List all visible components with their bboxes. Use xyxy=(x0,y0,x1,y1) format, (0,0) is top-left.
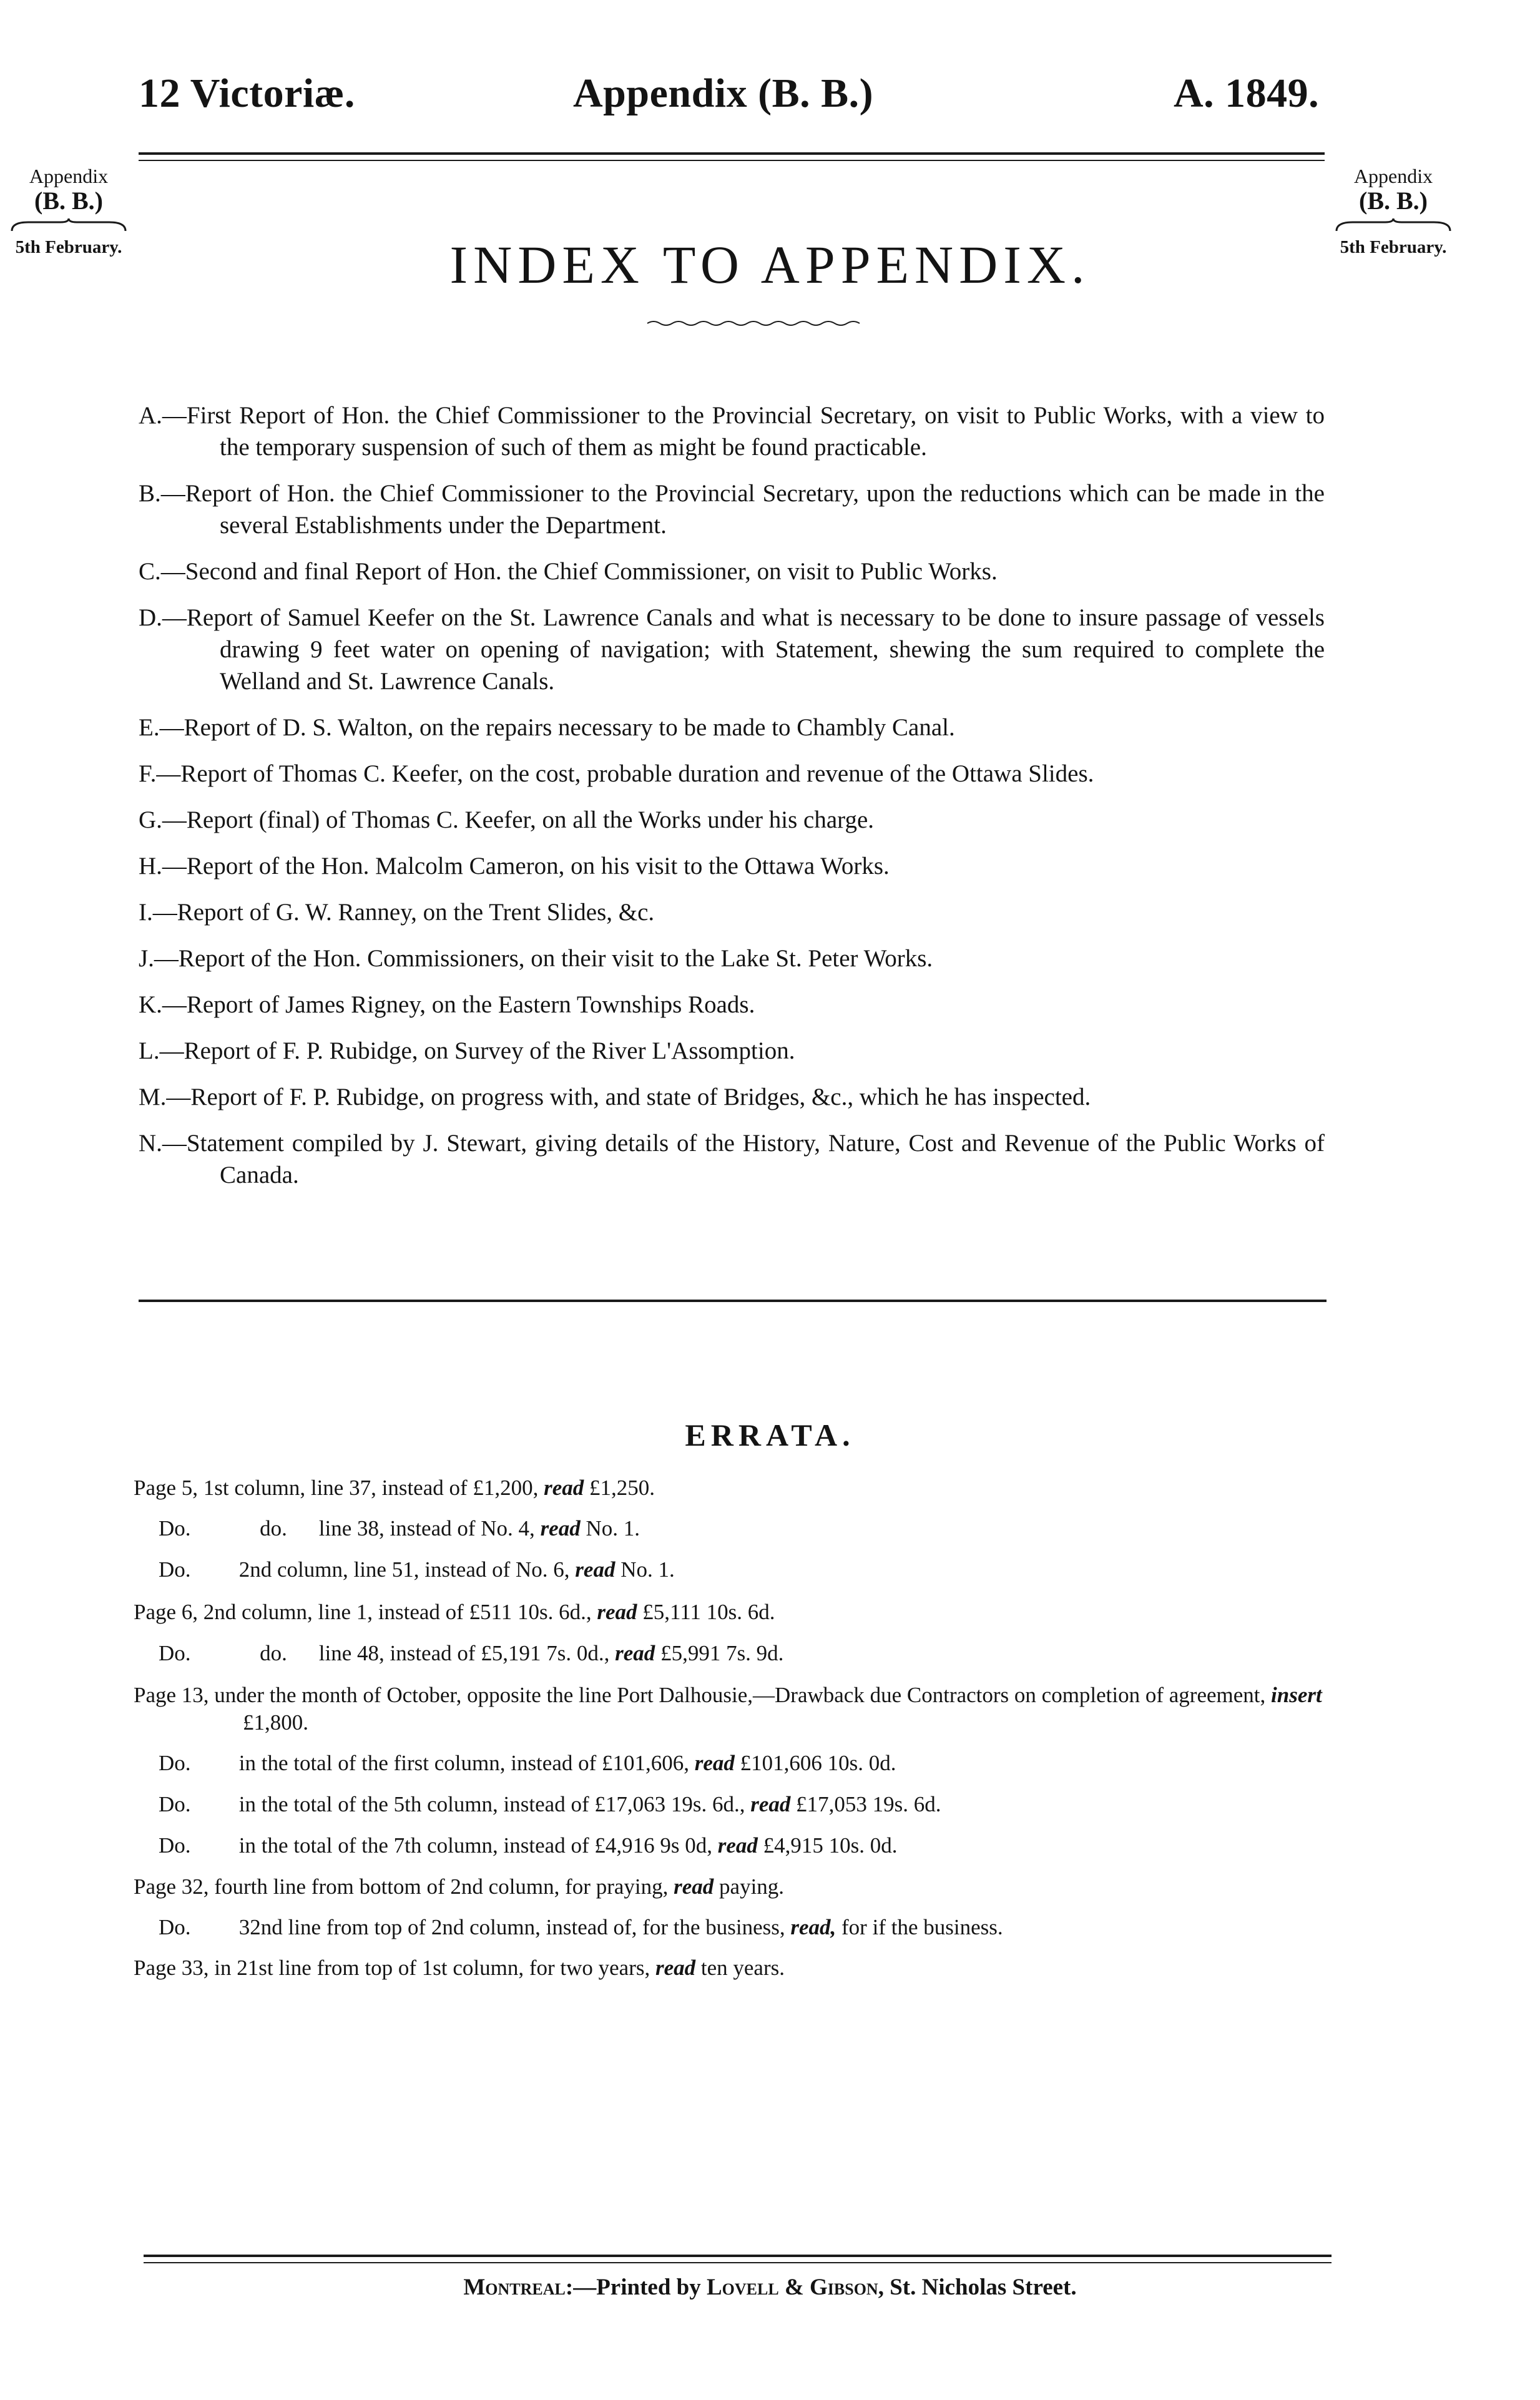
errata-line-1: Page 5, 1st column, line 37, instead of £1,200, read £1,250. xyxy=(134,1476,655,1500)
index-item-b: B.—Report of Hon. the Chief Commissioner to the Provincial Secretary, upon the reductions which can be made in the several Establishments under the Department. xyxy=(139,480,1325,539)
errata-line-3: Do. 2nd column, line 51, instead of No. 6, read No. 1. xyxy=(159,1557,675,1582)
running-head-center: Appendix (B. B.) xyxy=(573,71,874,116)
header-double-rule xyxy=(139,152,1325,161)
index-item-n: N.—Statement compiled by J. Stewart, giving details of the History, Nature, Cost and Revenue of the Public Works of Canada. xyxy=(139,1130,1325,1188)
index-item-j: J.—Report of the Hon. Commissioners, on their visit to the Lake St. Peter Works. xyxy=(139,945,933,972)
index-item-c: C.—Second and final Report of Hon. the Chief Commissioner, on visit to Public Works. xyxy=(139,558,998,585)
margin-note-left-line1: Appendix xyxy=(29,165,109,187)
section-rule xyxy=(139,1300,1327,1302)
index-item-g: G.—Report (final) of Thomas C. Keefer, on all the Works under his charge. xyxy=(139,806,874,833)
errata-line-10: Page 32, fourth line from bottom of 2nd column, for praying, read paying. xyxy=(134,1874,785,1899)
index-item-e: E.—Report of D. S. Walton, on the repairs necessary to be made to Chambly Canal. xyxy=(139,714,955,741)
printer-imprint xyxy=(0,2274,1540,2301)
imprint-text: :—Printed by xyxy=(565,2275,701,2300)
errata-line-8: Do. in the total of the 5th column, instead of £17,063 19s. 6d., read £17,053 19s. 6d. xyxy=(159,1792,941,1816)
errata-title: ERRATA. xyxy=(685,1417,855,1452)
errata-line-4: Page 6, 2nd column, line 1, instead of £511 10s. 6d., read £5,111 10s. 6d. xyxy=(134,1600,775,1624)
index-item-h: H.—Report of the Hon. Malcolm Cameron, on his visit to the Ottawa Works. xyxy=(139,853,890,879)
index-item-m: M.—Report of F. P. Rubidge, on progress with, and state of Bridges, &c., which he has inspected. xyxy=(139,1084,1091,1110)
index-title: INDEX TO APPENDIX. xyxy=(449,234,1091,295)
index-item-l: L.—Report of F. P. Rubidge, on Survey of the River L'Assomption. xyxy=(139,1037,795,1064)
wavy-rule-icon xyxy=(646,318,865,328)
errata-line-11: Do. 32nd line from top of 2nd column, instead of, for the business, read, for if the business. xyxy=(159,1915,1003,1939)
errata-line-5: Do. do. line 48, instead of £5,191 7s. 0d., read £5,991 7s. 9d. xyxy=(159,1641,784,1665)
brace-icon xyxy=(9,217,128,233)
errata-line-9: Do. in the total of the 7th column, instead of £4,916 9s 0d, read £4,915 10s. 0d. xyxy=(159,1833,898,1858)
margin-note-right-line2: (B. B.) xyxy=(1359,187,1428,215)
margin-note-right-date: 5th February. xyxy=(1340,237,1447,257)
margin-note-left-date: 5th February. xyxy=(15,237,122,257)
index-item-a: A.—First Report of Hon. the Chief Commissioner to the Provincial Secretary, on visit to Public Works, with a view to the temporary suspension of such of them as might be found practicable. xyxy=(139,402,1325,461)
errata-line-2: Do. do. line 38, instead of No. 4, read No. 1. xyxy=(159,1516,640,1540)
footer-double-rule xyxy=(144,2255,1332,2263)
index-item-d: D.—Report of Samuel Keefer on the St. Lawrence Canals and what is necessary to be done to insure passage of vessels drawing 9 feet water on opening of navigation; with Statement, shewing the sum required to complete the Welland and St. Lawrence Canals. xyxy=(139,604,1325,695)
brace-icon xyxy=(1334,217,1453,233)
imprint-printer: Lovell & Gibson xyxy=(706,2275,878,2300)
errata-line-12: Page 33, in 21st line from top of 1st column, for two years, read ten years. xyxy=(134,1956,785,1980)
margin-note-left-line2: (B. B.) xyxy=(34,187,103,215)
running-head-left: 12 Victoriæ. xyxy=(139,71,355,116)
index-item-f: F.—Report of Thomas C. Keefer, on the cost, probable duration and revenue of the Ottawa Slides. xyxy=(139,760,1094,787)
index-item-i: I.—Report of G. W. Ranney, on the Trent Slides, &c. xyxy=(139,899,655,926)
running-head-right: A. 1849. xyxy=(1174,71,1320,116)
margin-note-right-line1: Appendix xyxy=(1353,165,1433,187)
index-item-k: K.—Report of James Rigney, on the Eastern Townships Roads. xyxy=(139,991,755,1018)
errata-line-6: Page 13, under the month of October, opposite the line Port Dalhousie,—Drawback due Contractors on completion of agreement, insert £1,800. xyxy=(134,1683,1322,1735)
imprint-city: Montreal xyxy=(463,2275,566,2300)
index-list xyxy=(139,399,1325,1205)
imprint-street: , St. Nicholas Street. xyxy=(878,2275,1077,2300)
errata-line-7: Do. in the total of the first column, instead of £101,606, read £101,606 10s. 0d. xyxy=(159,1751,896,1775)
